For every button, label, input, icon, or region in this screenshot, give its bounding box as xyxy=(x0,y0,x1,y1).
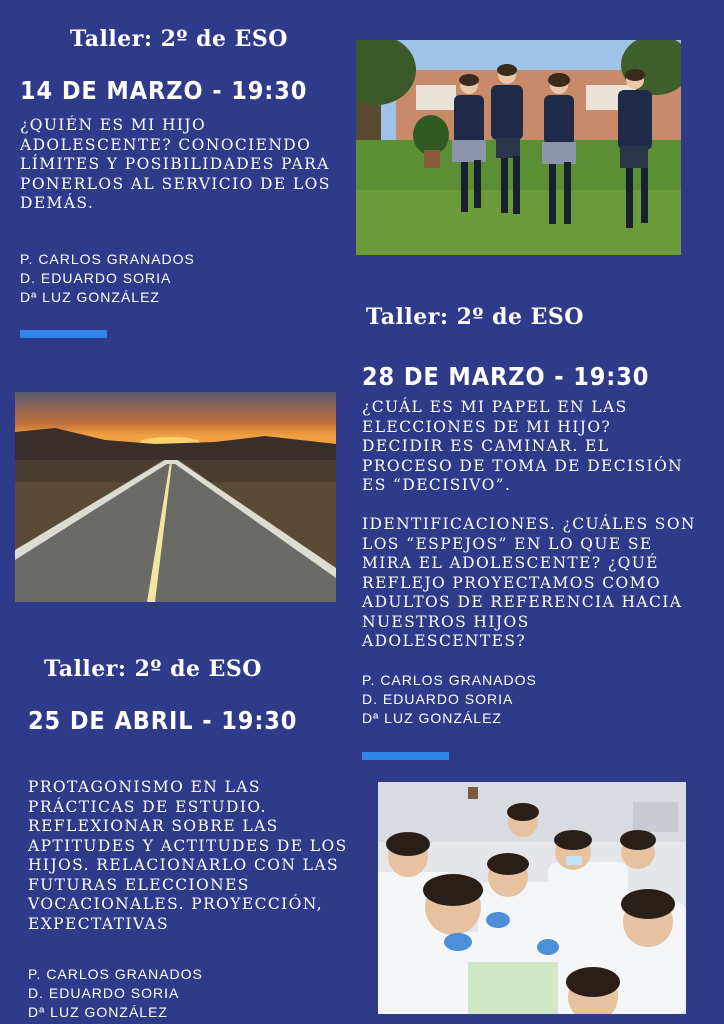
speaker-name: D. EDUARDO SORIA xyxy=(20,270,172,286)
speaker-name: P. CARLOS GRANADOS xyxy=(28,966,203,982)
students-walking-photo xyxy=(356,40,681,255)
speaker-name: D. EDUARDO SORIA xyxy=(28,985,180,1001)
section1-description: ¿QUIÉN ES MI HIJO ADOLESCENTE? CONOCIENDO LÍMITES Y POSIBILIDADES PARA PONERLOS AL SERVICIO DE LOS DEMÁS. xyxy=(20,116,331,212)
section3-speakers xyxy=(28,965,203,1022)
section1-accent-bar xyxy=(20,330,107,338)
section1-taller-title: Taller: 2º de ESO xyxy=(70,26,288,52)
speaker-name: D. EDUARDO SORIA xyxy=(362,691,514,707)
section2-speakers xyxy=(362,671,537,728)
laboratory-students-photo xyxy=(378,782,686,1014)
speaker-name: Dª LUZ GONZÁLEZ xyxy=(362,710,502,726)
section2-description-1: ¿CUÁL ES MI PAPEL EN LAS ELECCIONES DE MI HIJO? DECIDIR ES CAMINAR. EL PROCESO DE TOMA DE DECISIÓN ES “DECISIVO”. xyxy=(362,398,684,494)
section1-speakers xyxy=(20,250,195,307)
speaker-name: P. CARLOS GRANADOS xyxy=(20,251,195,267)
road-sunset-photo xyxy=(15,392,336,602)
section3-description: PROTAGONISMO EN LAS PRÁCTICAS DE ESTUDIO. REFLEXIONAR SOBRE LAS APTITUDES Y ACTITUDES DE LOS HIJOS. RELACIONARLO CON LAS FUTURAS ELECCIONES VOCACIONALES. PROYECCIÓN, EXPECTATIVAS xyxy=(28,778,348,933)
section3-taller-title: Taller: 2º de ESO xyxy=(44,656,262,682)
speaker-name: Dª LUZ GONZÁLEZ xyxy=(28,1004,168,1020)
section2-description-2: IDENTIFICACIONES. ¿CUÁLES SON LOS “ESPEJOS” EN LO QUE SE MIRA EL ADOLESCENTE? ¿QUÉ REFLEJO PROYECTAMOS COMO ADULTOS DE REFERENCIA HACIA NUESTROS HIJOS ADOLESCENTES? xyxy=(362,515,696,650)
section1-date: 14 DE MARZO - 19:30 xyxy=(20,76,308,105)
speaker-name: Dª LUZ GONZÁLEZ xyxy=(20,289,160,305)
section2-date: 28 DE MARZO - 19:30 xyxy=(362,362,650,391)
section2-taller-title: Taller: 2º de ESO xyxy=(366,304,584,330)
speaker-name: P. CARLOS GRANADOS xyxy=(362,672,537,688)
section2-accent-bar xyxy=(362,752,449,760)
section3-date: 25 DE ABRIL - 19:30 xyxy=(28,706,298,735)
